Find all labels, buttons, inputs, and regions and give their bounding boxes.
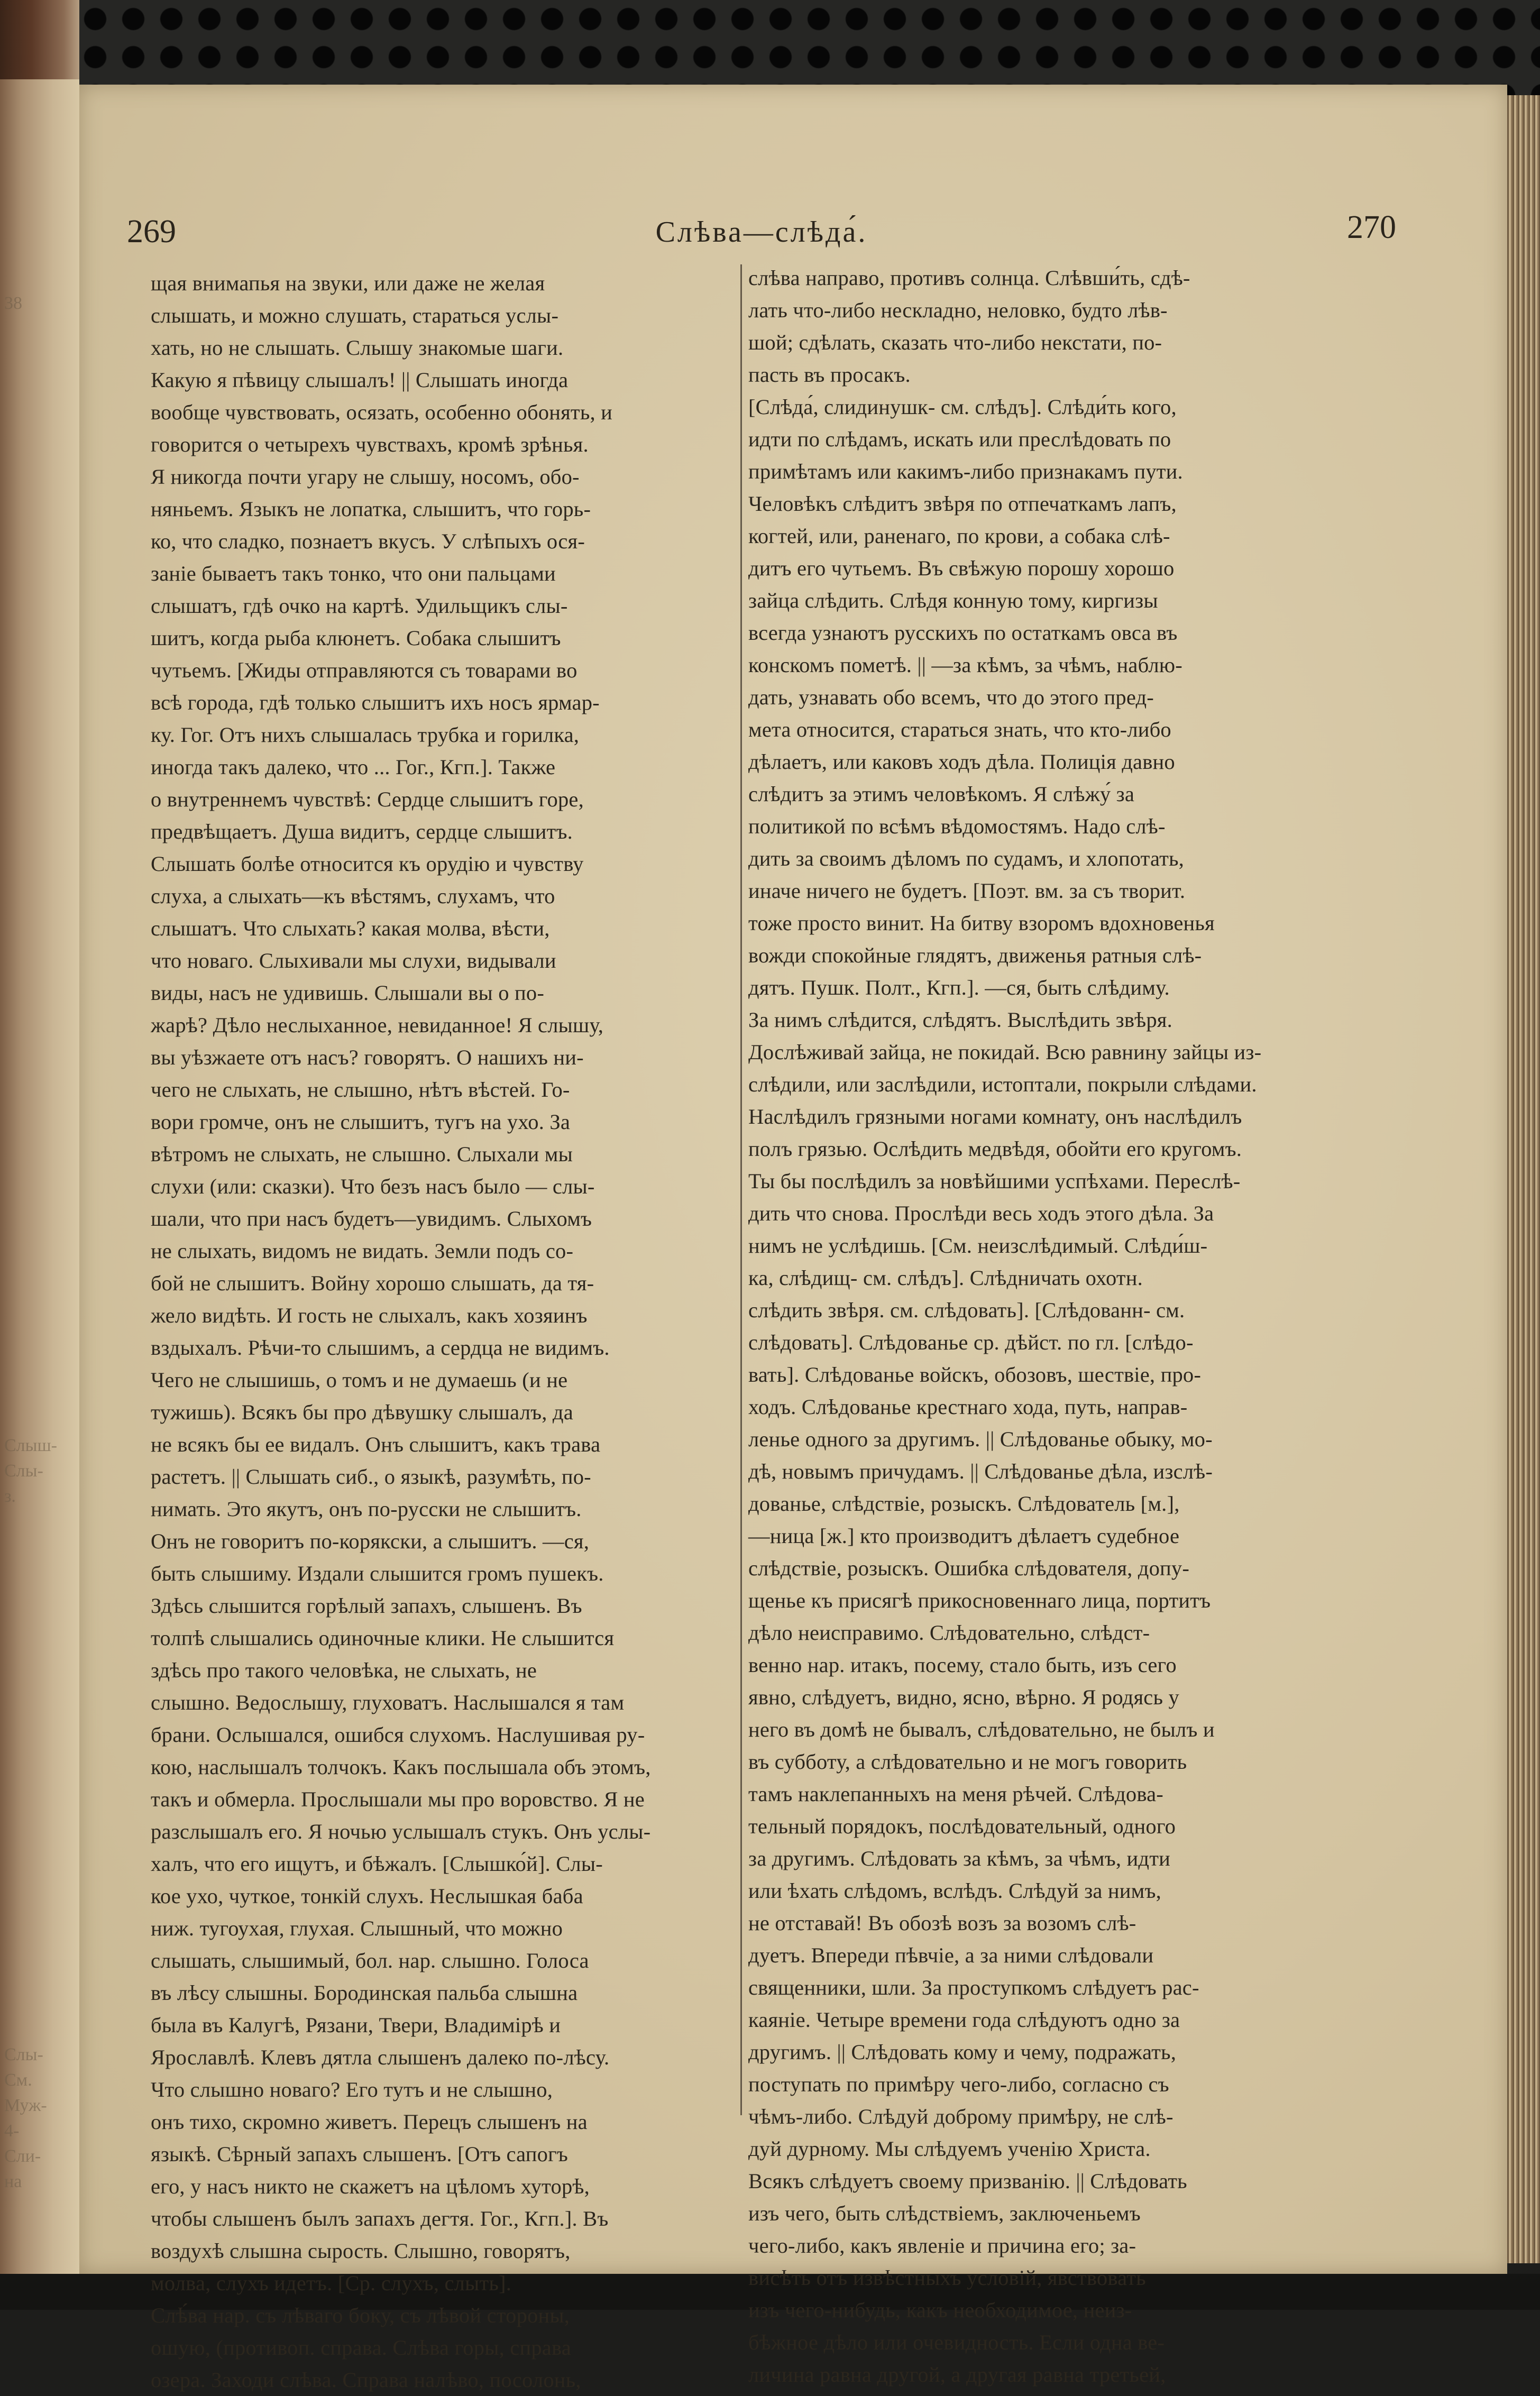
text-line: шали, что при насъ будетъ—увидимъ. Слыхомъ	[151, 1207, 592, 1231]
text-line: шитъ, когда рыба клюнетъ. Собака слышитъ	[151, 626, 561, 650]
text-line: озера. Заходи слѣва. Справа налѣво, посолонь,	[151, 2368, 581, 2392]
text-line: [Слѣда́, слидинушк- см. слѣдъ]. Слѣди́ть кого,	[748, 395, 1177, 419]
text-line: Ярославлѣ. Клевъ дятла слышенъ далеко по-лѣсу.	[151, 2045, 610, 2069]
text-line: или ѣхать слѣдомъ, вслѣдъ. Слѣдуй за нимъ,	[748, 1879, 1161, 1903]
text-line: поступать по примѣру чего-либо, согласно съ	[748, 2072, 1169, 2096]
text-line: слѣдитъ за этимъ человѣкомъ. Я слѣжу́ за	[748, 782, 1135, 806]
text-line: что новаго. Слыхивали мы слухи, видывали	[151, 949, 556, 972]
text-line: ко, что сладко, познаетъ вкусъ. У слѣпыхъ ося-	[151, 529, 585, 553]
text-line: чѣмъ-либо. Слѣдуй доброму примѣру, не слѣ-	[748, 2105, 1174, 2128]
text-line: слѣва направо, противъ солнца. Слѣвши́ть, сдѣ-	[748, 266, 1190, 290]
text-line: тоже просто винит. На битву взоромъ вдохновенья	[748, 911, 1215, 935]
text-line: дованье, слѣдствіе, розыскъ. Слѣдователь [м.],	[748, 1492, 1180, 1516]
page-number-left: 269	[127, 214, 176, 250]
text-line: вы уѣзжаете отъ насъ? говорятъ. О нашихъ ни-	[151, 1045, 584, 1069]
text-line: изъ чего-нибудь, какъ необходимое, неиз-	[748, 2298, 1132, 2322]
text-line: политикой по всѣмъ вѣдомостямъ. Надо слѣ-	[748, 814, 1166, 838]
text-line: Я никогда почти угару не слышу, носомъ, обо-	[151, 465, 580, 489]
text-line: зайца слѣдить. Слѣдя конную тому, киргизы	[748, 589, 1158, 612]
text-line: Слѣ́ва нар. съ лѣваго боку, съ лѣвой стороны,	[151, 2303, 570, 2327]
running-title: Слѣва—слѣда́.	[655, 216, 868, 249]
text-line: не всякъ бы ее видалъ. Онъ слышитъ, какъ трава	[151, 1433, 601, 1456]
text-line: его, у насъ никто не скажетъ на цѣломъ хуторѣ,	[151, 2174, 590, 2198]
text-line: слѣдовать]. Слѣдованье ср. дѣйст. по гл. [слѣдо-	[748, 1330, 1194, 1354]
text-line: чего не слыхать, не слышно, нѣтъ вѣстей. Го-	[151, 1078, 570, 1101]
text-line: халъ, что его ищутъ, и бѣжалъ. [Слышко́й]. Слы-	[151, 1852, 603, 1876]
text-line: чего-либо, какъ явленіе и причина его; за-	[748, 2234, 1136, 2257]
text-line: дуетъ. Впереди пѣвчіе, а за ними слѣдовали	[748, 1943, 1154, 1967]
text-line: растетъ. || Слышать сиб., о языкѣ, разумѣть, по-	[151, 1465, 591, 1489]
text-line: дѣлаетъ, или каковъ ходъ дѣла. Полиція давно	[748, 750, 1175, 774]
text-line: чутьемъ. [Жиды отправляются съ товарами во	[151, 658, 578, 682]
text-line: конскомъ пометѣ. || —за кѣмъ, за чѣмъ, наблю-	[748, 653, 1182, 677]
text-line: Онъ не говоритъ по-корякски, а слышитъ. —ся,	[151, 1529, 590, 1553]
text-line: ленье одного за другимъ. || Слѣдованье обыку, мо-	[748, 1427, 1213, 1451]
text-line: тамъ наклепанныхъ на меня рѣчей. Слѣдова-	[748, 1782, 1163, 1806]
text-line: говорится о четырехъ чувствахъ, кромѣ зрѣнья.	[151, 433, 589, 456]
text-line: кою, наслышалъ толчокъ. Какъ послышала объ этомъ,	[151, 1755, 651, 1779]
text-line: явно, слѣдуетъ, видно, ясно, вѣрно. Я родясь у	[748, 1685, 1179, 1709]
text-line: няньемъ. Языкъ не лопатка, слышитъ, что горь-	[151, 497, 591, 521]
text-line: воздухѣ слышна сырость. Слышно, говорятъ,	[151, 2239, 571, 2263]
text-line: Всякъ слѣдуетъ своему призванію. || Слѣдовать	[748, 2169, 1187, 2193]
text-line: каяніе. Четыре времени года слѣдуютъ одно за	[748, 2008, 1180, 2032]
text-line: бѣжное дѣло или очевидность. Если одна ве-	[748, 2330, 1165, 2354]
text-line: иногда такъ далеко, что ... Гог., Кгп.]. Также	[151, 755, 556, 779]
left-page-edge	[0, 79, 79, 2274]
text-line: виды, насъ не удивишь. Слышали вы о по-	[151, 981, 545, 1005]
text-line: тельный порядокъ, послѣдовательный, одного	[748, 1814, 1176, 1838]
text-line: Ты бы послѣдилъ за новѣйшими успѣхами. Переслѣ-	[748, 1169, 1241, 1193]
text-line: нимать. Это якутъ, онъ по-русски не слышитъ.	[151, 1497, 582, 1521]
text-line: брани. Ослышался, ошибся слухомъ. Наслушивая ру-	[151, 1723, 645, 1747]
text-line: За нимъ слѣдится, слѣдятъ. Выслѣдить звѣря.	[748, 1008, 1172, 1032]
text-line: слѣдили, или заслѣдили, истоптали, покрыли слѣдами.	[748, 1072, 1257, 1096]
text-line: другимъ. || Слѣдовать кому и чему, подражать,	[748, 2040, 1177, 2064]
text-line: Дослѣживай зайца, не покидай. Всю равнину зайцы из-	[748, 1040, 1262, 1064]
text-line: дѣ, новымъ причудамъ. || Слѣдованье дѣла, изслѣ-	[748, 1459, 1213, 1483]
text-line: дить за своимъ дѣломъ по судамъ, и хлопотать,	[748, 847, 1185, 870]
text-line: вать]. Слѣдованье войскъ, обозовъ, шествіе, про-	[748, 1363, 1202, 1387]
text-line: за другимъ. Слѣдовать за кѣмъ, за чѣмъ, идти	[748, 1847, 1170, 1870]
right-column	[748, 262, 1375, 2386]
text-line: Человѣкъ слѣдитъ звѣря по отпечаткамъ лапъ,	[748, 492, 1177, 516]
text-line: личина равна другой, а другая равна третьей,	[748, 2363, 1166, 2386]
text-line: кое ухо, чуткое, тонкій слухъ. Неслышкая баба	[151, 1884, 583, 1908]
text-line: дитъ его чутьемъ. Въ свѣжую порошу хорошо	[748, 556, 1175, 580]
text-line: вожди спокойные глядятъ, движенья ратныя слѣ-	[748, 943, 1202, 967]
left-page-fragment: 38 Слыш- Слы- з. Слы- См. Муж- 4- Сли- на	[4, 293, 57, 2191]
text-line: слышно. Ведослышу, глуховатъ. Наслышался я там	[151, 1691, 625, 1714]
page-stack-edge	[1507, 95, 1540, 2263]
text-line: шой; сдѣлать, сказать что-либо некстати, по-	[748, 331, 1162, 354]
text-line: здѣсь про такого человѣка, не слыхать, не	[151, 1658, 537, 1682]
text-line: предвѣщаетъ. Душа видитъ, сердце слышитъ.	[151, 820, 573, 843]
page-number-right: 270	[1347, 209, 1396, 245]
text-line: слѣдить звѣря. см. слѣдовать]. [Слѣдованн- см.	[748, 1298, 1185, 1322]
text-line: него въ домѣ не бывалъ, слѣдовательно, не былъ и	[748, 1718, 1215, 1741]
text-line: вообще чувствовать, осязать, особенно обонять, и	[151, 400, 613, 424]
text-line: слѣдствіе, розыскъ. Ошибка слѣдователя, допу-	[748, 1556, 1190, 1580]
text-line: въ субботу, а слѣдовательно и не могъ говорить	[748, 1750, 1187, 1774]
text-line: мета относится, стараться знать, что кто-либо	[748, 718, 1171, 741]
left-column	[151, 267, 759, 2392]
text-line: разслышалъ его. Я ночью услышалъ стукъ. Онъ услы-	[151, 1820, 651, 1843]
text-line: нимъ не услѣдишь. [См. неизслѣдимый. Слѣди́ш-	[748, 1234, 1208, 1257]
text-line: заніе бываетъ такъ тонко, что они пальцами	[151, 562, 556, 585]
text-line: слышать, и можно слушать, стараться услы-	[151, 304, 559, 327]
text-line: дать, узнавать обо всемъ, что до этого пред-	[748, 685, 1154, 709]
text-line: идти по слѣдамъ, искать или преслѣдовать по	[748, 427, 1171, 451]
text-line: Какую я пѣвицу слышалъ! || Слышать иногда	[151, 368, 569, 392]
text-line: языкѣ. Сѣрный запахъ слышенъ. [Отъ сапогъ	[151, 2142, 569, 2166]
text-line: когтей, или, раненаго, по крови, а собака слѣ-	[748, 524, 1170, 548]
text-line: чтобы слышенъ былъ запахъ дегтя. Гог., Кгп.]. Въ	[151, 2207, 609, 2230]
text-line: ка, слѣдищ- см. слѣдъ]. Слѣдничать охотн.	[748, 1266, 1143, 1290]
text-line: изъ чего, быть слѣдствіемъ, заключеньемъ	[748, 2201, 1141, 2225]
text-line: слуха, а слыхать—къ вѣстямъ, слухамъ, что	[151, 884, 555, 908]
text-line: дить что снова. Прослѣди весь ходъ этого дѣла. За	[748, 1201, 1214, 1225]
text-line: Слышать болѣе относится къ орудію и чувству	[151, 852, 584, 876]
text-line: примѣтамъ или какимъ-либо признакамъ пути.	[748, 460, 1183, 483]
text-line: слышатъ, гдѣ очко на картѣ. Удильщикъ слы-	[151, 594, 568, 618]
page-header	[127, 209, 1396, 251]
text-line: жарѣ? Дѣло неслыханное, невиданное! Я слышу,	[151, 1013, 604, 1037]
text-line: Чего не слышишь, о томъ и не думаешь (и не	[151, 1368, 568, 1392]
text-line: жело видѣть. И гость не слыхалъ, какъ хозяинъ	[151, 1303, 588, 1327]
text-line: ниж. тугоухая, глухая. Слышный, что можно	[151, 1916, 563, 1940]
text-line: слышать, слышимый, бол. нар. слышно. Голоса	[151, 1949, 589, 1972]
text-line: слухи (или: сказки). Что безъ насъ было — слы-	[151, 1174, 595, 1198]
text-line: Что слышно новаго? Его тутъ и не слышно,	[151, 2078, 553, 2101]
text-line: слышатъ. Что слыхать? какая молва, вѣсти,	[151, 916, 550, 940]
text-line: —ница [ж.] кто производитъ дѣлаетъ судебное	[748, 1524, 1180, 1548]
text-line: ходъ. Слѣдованье крестнаго хода, путь, направ-	[748, 1395, 1188, 1419]
text-line: не слыхать, видомъ не видать. Земли подъ со-	[151, 1239, 574, 1263]
text-line: ку. Гог. Отъ нихъ слышалась трубка и горилка,	[151, 723, 580, 747]
text-line: дѣло неисправимо. Слѣдовательно, слѣдст-	[748, 1621, 1150, 1645]
text-line: вори громче, онъ не слышитъ, тугъ на ухо. За	[151, 1110, 571, 1134]
text-line: онъ тихо, скромно живетъ. Перецъ слышенъ на	[151, 2110, 588, 2134]
text-line: ошую, (противоп. справа. Слѣва горы, справа	[151, 2336, 571, 2360]
text-line: священники, шли. За проступкомъ слѣдуетъ рас-	[748, 1976, 1199, 1999]
text-line: щая внимапья на звуки, или даже не желая	[151, 271, 545, 295]
text-line: Наслѣдилъ грязными ногами комнату, онъ наслѣдилъ	[748, 1105, 1242, 1128]
text-line: была въ Калугѣ, Рязани, Твери, Владимірѣ и	[151, 2013, 561, 2037]
text-line: бой не слышитъ. Войну хорошо слышать, да тя-	[151, 1271, 594, 1295]
text-line: въ лѣсу слышны. Бородинская пальба слышна	[151, 1981, 578, 2005]
text-line: вздыхалъ. Рѣчи-то слышимъ, а сердца не видимъ.	[151, 1336, 610, 1360]
text-line: хать, но не слышать. Слышу знакомые шаги.	[151, 336, 564, 360]
text-line: дуй дурному. Мы слѣдуемъ ученію Христа.	[748, 2137, 1151, 2161]
text-line: такъ и обмерла. Прослышали мы про воровство. Я не	[151, 1787, 645, 1811]
text-line: не отставай! Въ обозѣ возъ за возомъ слѣ-	[748, 1911, 1136, 1935]
text-line: висѣть отъ извѣстныхъ условій, явствовать	[748, 2266, 1146, 2290]
text-line: всѣ города, гдѣ только слышитъ ихъ носъ ярмар-	[151, 691, 600, 714]
text-line: Здѣсь слышится горѣлый запахъ, слышенъ. Въ	[151, 1594, 582, 1618]
text-line: полъ грязью. Ослѣдить медвѣдя, обойти его кругомъ.	[748, 1137, 1242, 1161]
text-line: молва, слухъ идетъ. [Ср. слухъ, слыть].	[151, 2271, 512, 2295]
text-line: щенье къ присягѣ прикосновеннаго лица, портитъ	[748, 1589, 1211, 1612]
text-line: о внутреннемъ чувствѣ: Сердце слышитъ горе,	[151, 787, 584, 811]
text-line: вѣтромъ не слыхать, не слышно. Слыхали мы	[151, 1142, 573, 1166]
text-line: толпѣ слышались одиночные клики. Не слышится	[151, 1626, 615, 1650]
text-line: быть слышиму. Издали слышится громъ пушекъ.	[151, 1562, 604, 1585]
text-line: дятъ. Пушк. Полт., Кгп.]. —ся, быть слѣдиму.	[748, 976, 1170, 999]
text-line: иначе ничего не будетъ. [Поэт. вм. за съ творит.	[748, 879, 1186, 903]
text-line: всегда узнаютъ русскихъ по остаткамъ овса въ	[748, 621, 1178, 645]
text-line: лать что-либо нескладно, неловко, будто лѣв-	[748, 298, 1168, 322]
text-line: венно нар. итакъ, посему, стало быть, изъ сего	[748, 1653, 1177, 1677]
text-line: пасть въ просакъ.	[748, 363, 911, 387]
text-line: тужишь). Всякъ бы про дѣвушку слышалъ, да	[151, 1400, 573, 1424]
